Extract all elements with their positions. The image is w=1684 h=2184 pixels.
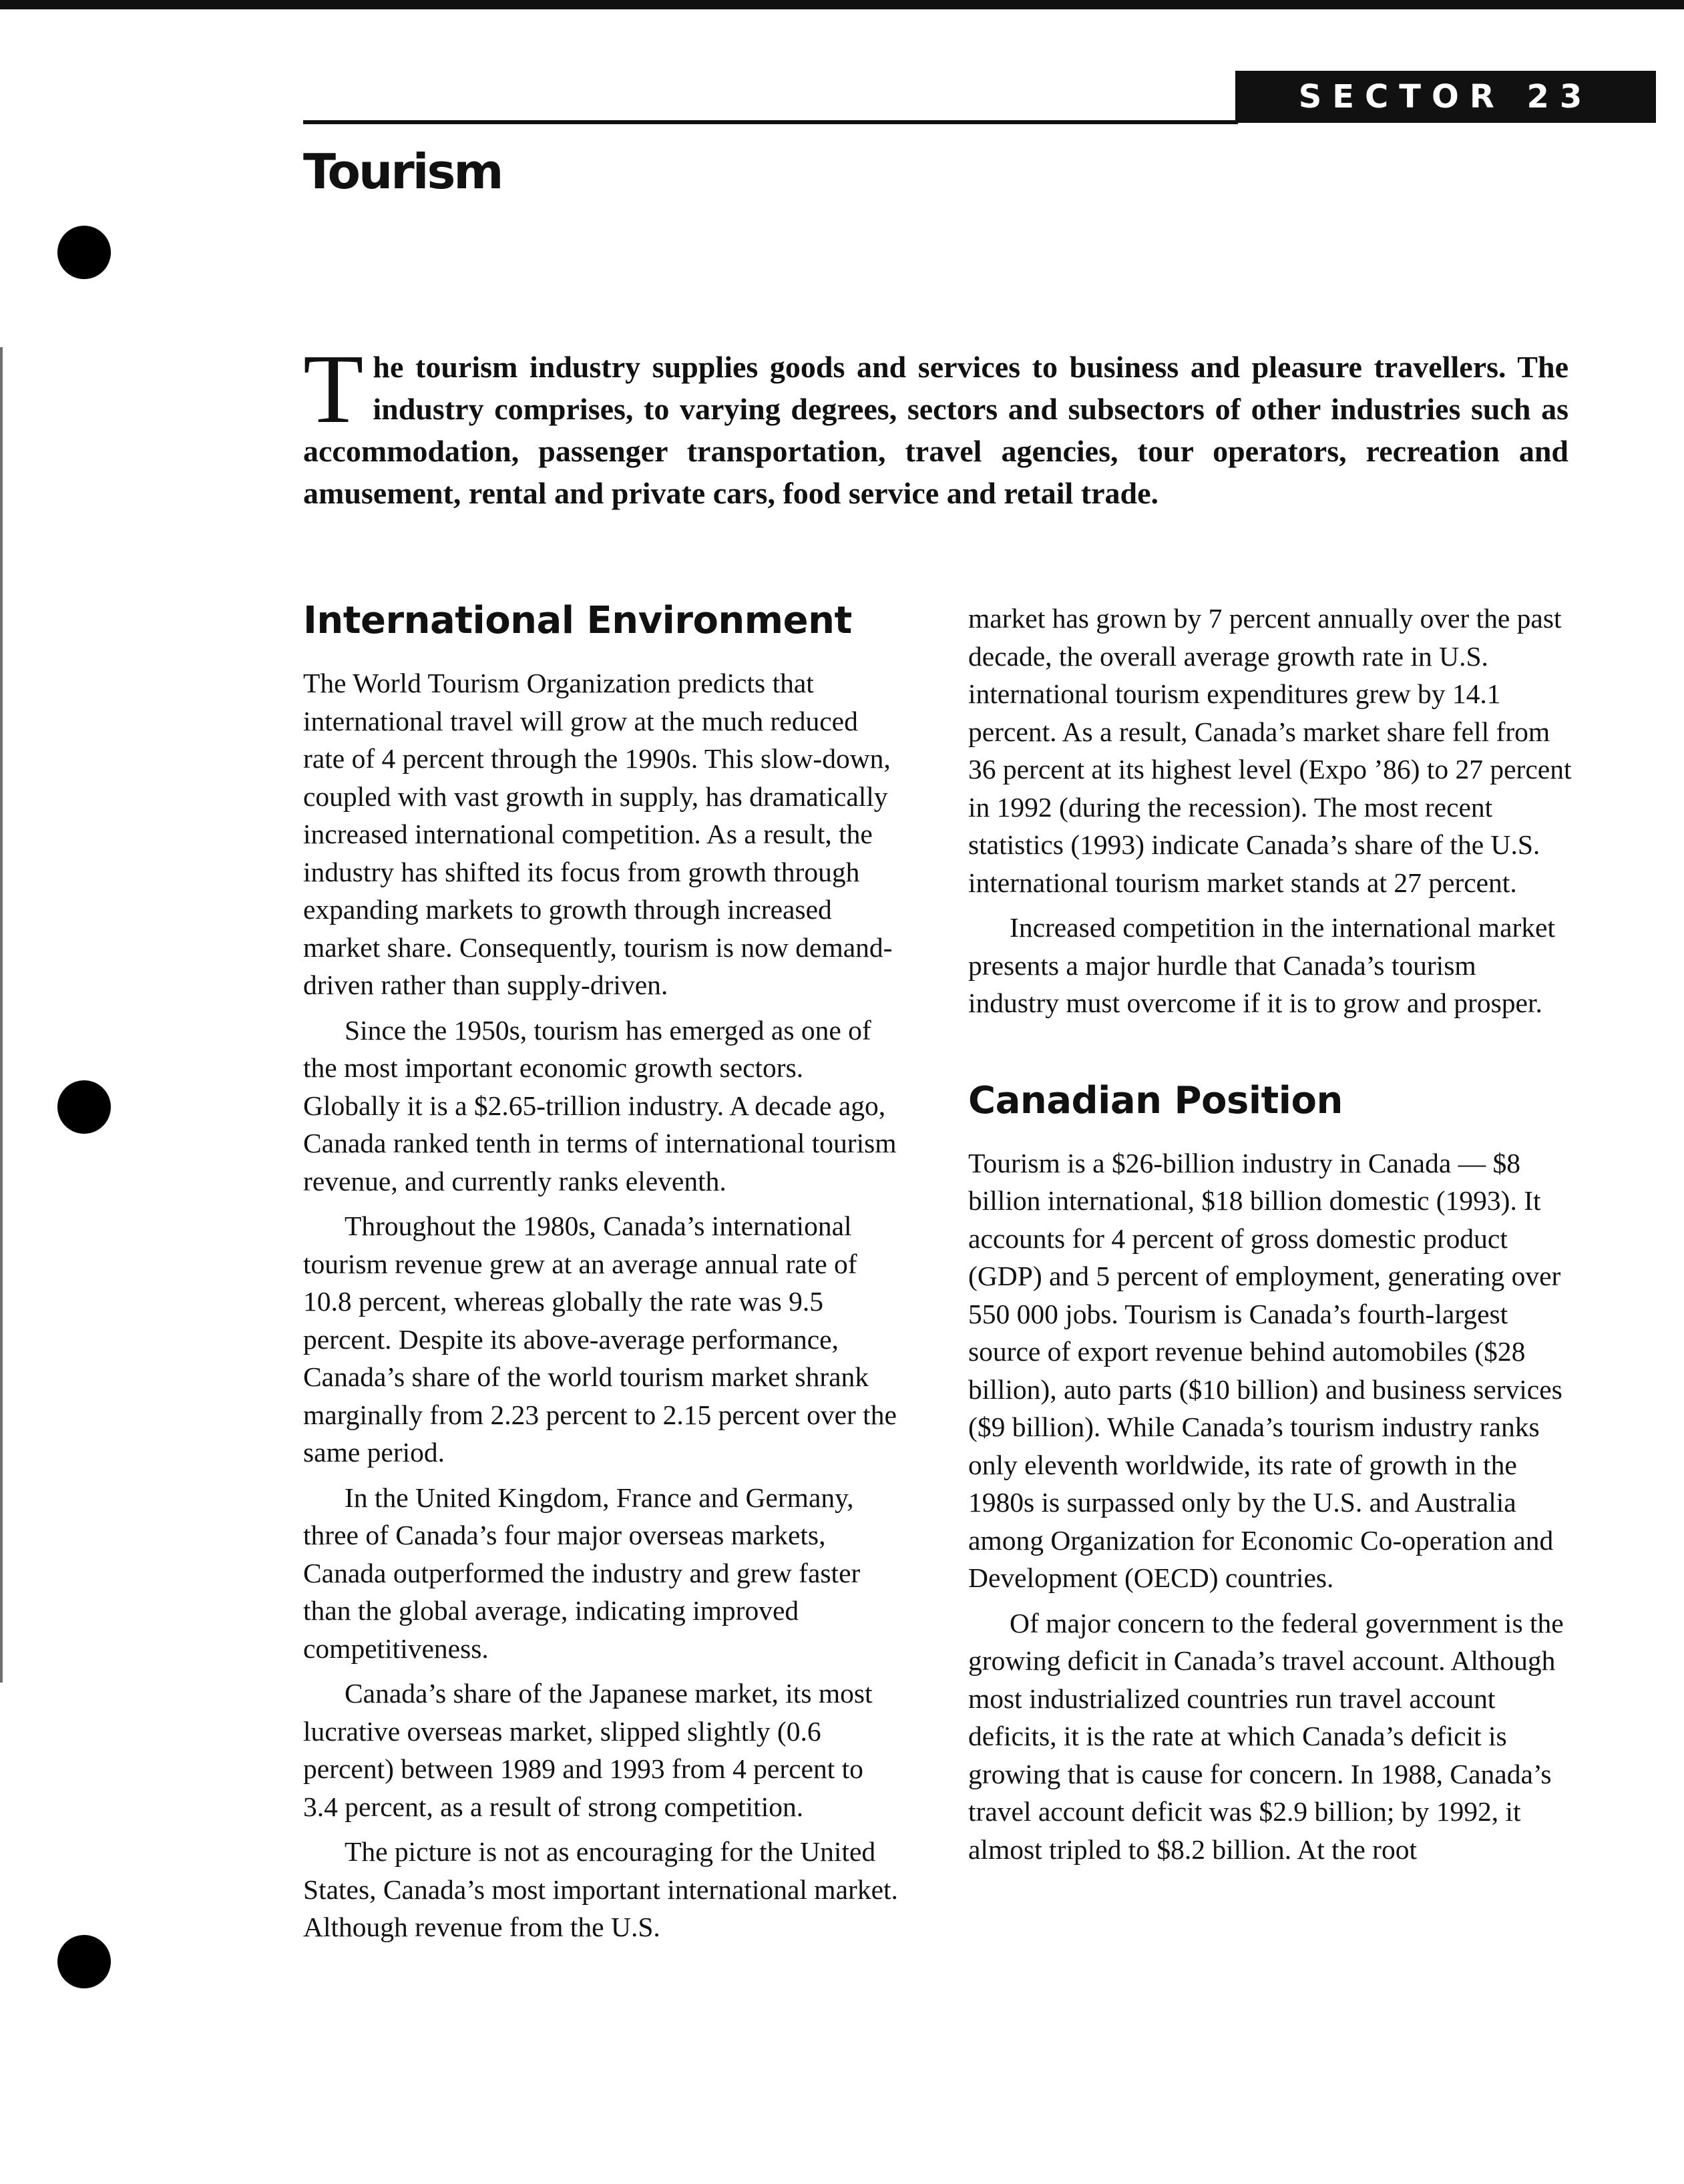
international-environment-heading: International Environment: [303, 599, 852, 642]
drop-cap: T: [303, 335, 364, 444]
body-paragraph: market has grown by 7 percent annually over the past decade, the overall average growth rate in U.S. international tourism expenditures grew by 14.1 percent. As a result, Canada’s market share fell from 36 percent at its highest level (Expo ’86) to 27 percent in 1992 (during the recession). The most recent statistics (1993) indicate Canada’s share of the U.S. international tourism market stands at 27 percent.: [968, 603, 1572, 898]
top-border: [0, 0, 1684, 9]
page-edge: [0, 347, 3, 1683]
binder-hole-bottom: [57, 1935, 111, 1988]
left-column: [303, 598, 904, 1954]
body-paragraph: Since the 1950s, tourism has emerged as one of the most important economic growth sectors. Globally it is a $2.65-trillion industry. A decade ago, Canada ranked tenth in terms of international tourism revenue, and currently ranks eleventh.: [303, 1014, 897, 1196]
canadian-position-heading: Canadian Position: [968, 1078, 1343, 1122]
body-paragraph: Canada’s share of the Japanese market, its most lucrative overseas market, slipped slightly (0.6 percent) between 1989 and 1993 from 4 percent to 3.4 percent, as a result of strong competition.: [303, 1678, 873, 1822]
binder-hole-top: [57, 226, 111, 279]
body-paragraph: Of major concern to the federal government is the growing deficit in Canada’s travel account. Although most industrialized countries run travel account deficits, it is the rate at which Canada’s deficit is growing that is cause for concern. In 1988, Canada’s travel account deficit was $2.9 billion; by 1992, it almost tripled to $8.2 billion. At the root: [968, 1607, 1564, 1865]
intro-paragraph: [303, 335, 1568, 514]
body-paragraph: The picture is not as encouraging for the United States, Canada’s most important international market. Although revenue from the U.S.: [303, 1836, 898, 1943]
body-paragraph: Tourism is a $26-billion industry in Canada — $8 billion international, $18 billion domestic (1993). It accounts for 4 percent of gross domestic product (GDP) and 5 percent of employment, generating over 550 000 jobs. Tourism is Canada’s fourth-largest source of export revenue behind automobiles ($28 billion), auto parts ($10 billion) and business services ($9 billion). While Canada’s tourism industry ranks only eleventh worldwide, its rate of growth in the 1980s is surpassed only by the U.S. and Australia among Organization for Economic Co-operation and Development (OECD) countries.: [968, 1147, 1562, 1594]
right-column: [968, 600, 1572, 1876]
body-paragraph: In the United Kingdom, France and Germany, three of Canada’s four major overseas markets, Canada outperformed the industry and grew faster than the global average, indicating improved competitiveness.: [303, 1482, 861, 1664]
body-paragraph: The World Tourism Organization predicts that international travel will grow at the much reduced rate of 4 percent through the 1990s. This slow-down, coupled with vast growth in supply, has dramatically increased international competition. As a result, the industry has shifted its focus from growth through expanding markets to growth through increased market share. Consequently, tourism is now demand-driven rather than supply-driven.: [303, 668, 893, 1001]
binder-hole-middle: [57, 1080, 111, 1134]
page-title: Tourism: [303, 144, 502, 200]
body-paragraph: Throughout the 1980s, Canada’s international tourism revenue grew at an average annual rate of 10.8 percent, whereas globally the rate was 9.5 percent. Despite its above-average performance, Canada’s share of the world tourism market shrank marginally from 2.23 percent to 2.15 percent over the same period.: [303, 1211, 897, 1468]
body-paragraph: Increased competition in the international market presents a major hurdle that Canada’s tourism industry must overcome if it is to grow and prosper.: [968, 912, 1556, 1018]
sector-tab: SECTOR 23: [1235, 71, 1656, 123]
intro-text: he tourism industry supplies goods and services to business and pleasure travellers. The industry comprises, to varying degrees, sectors and subsectors of other industries such as accommodation, passenger transportation, travel agencies, tour operators, recreation and amusement, rental and private cars, food service and retail trade.: [303, 350, 1568, 510]
header-rule: [303, 120, 1238, 124]
